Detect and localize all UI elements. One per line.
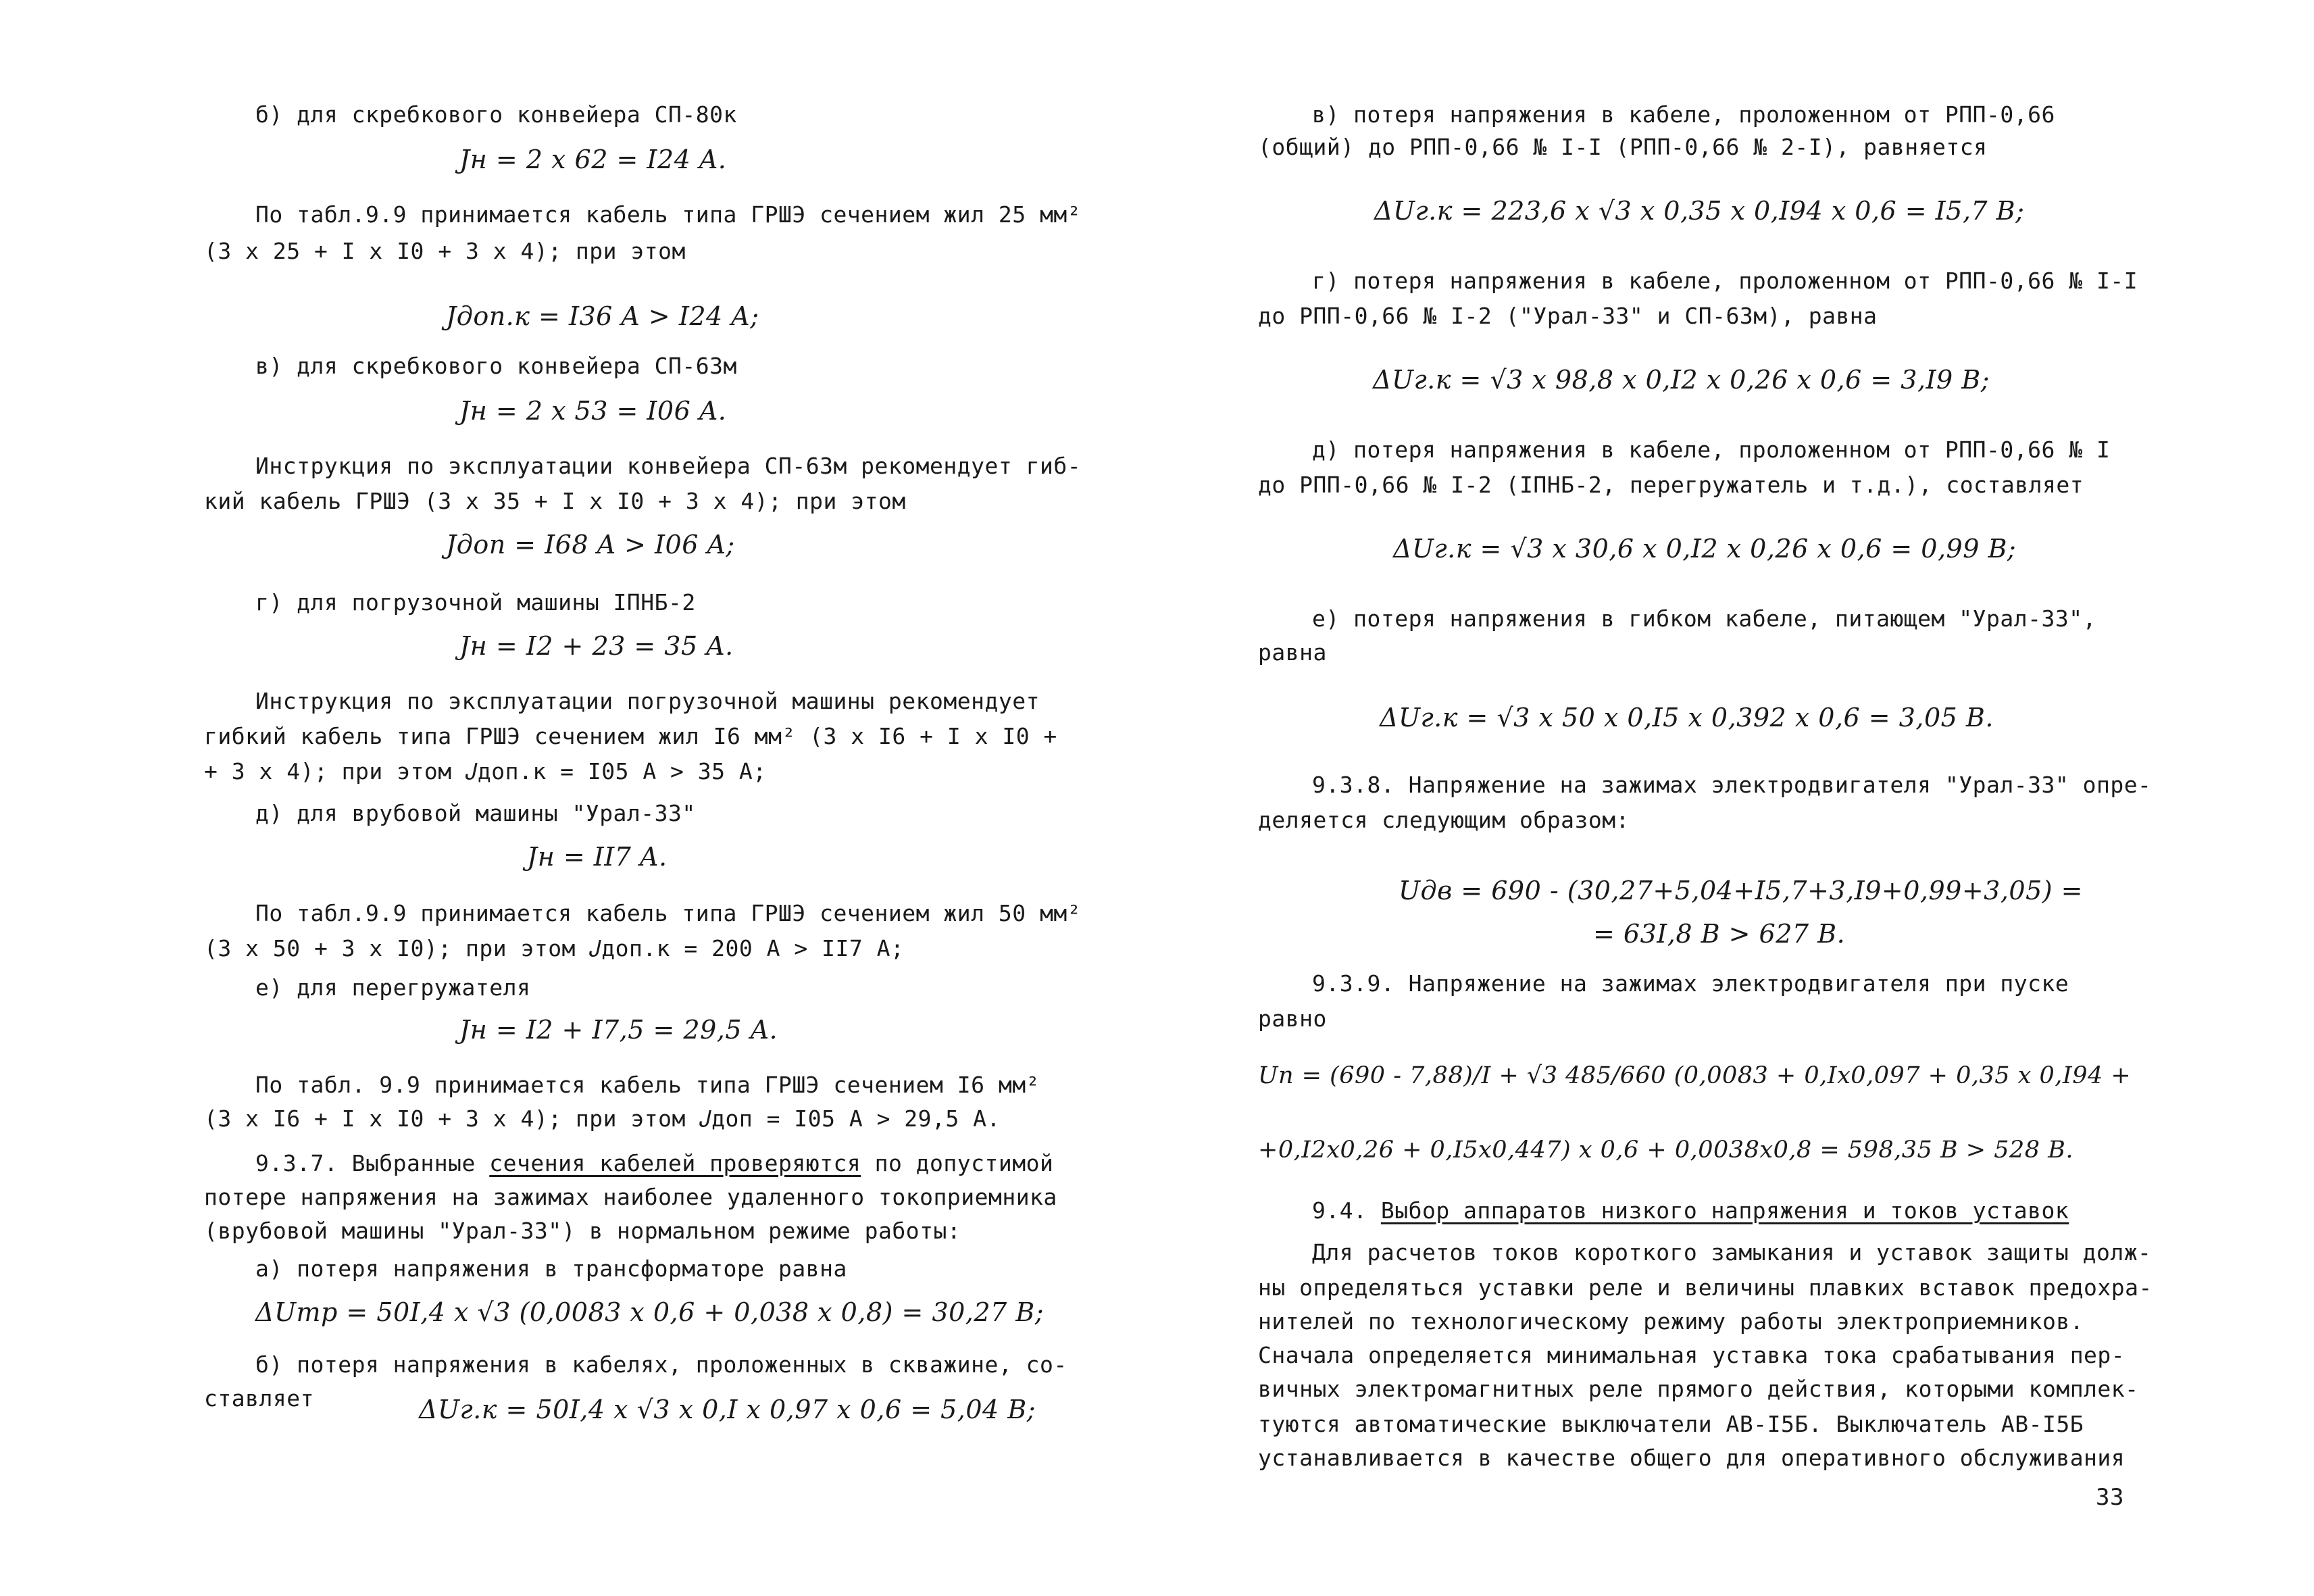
page-number: 33 bbox=[2096, 1484, 2124, 1511]
text-line: (врубовой машины "Урал-33") в нормальном режиме работы: bbox=[204, 1218, 961, 1244]
text-line: до РПП-0,66 № I-2 (IПНБ-2, перегружатель и т.д.), составляет bbox=[1258, 472, 2084, 498]
section-heading: Выбор аппаратов низкого напряжения и токов уставок bbox=[1380, 1197, 2069, 1224]
text-line: (3 x I6 + I x I0 + 3 x 4); при этом 𝐽доп = I05 A > 29,5 A. bbox=[204, 1105, 1001, 1132]
text-line: д) для врубовой машины "Урал-33" bbox=[255, 800, 696, 826]
formula: +0,I2x0,26 + 0,I5x0,447) x 0,6 + 0,0038x0,8 = 598,35 B > 528 B. bbox=[1258, 1137, 2073, 1164]
text-line: (общий) до РПП-0,66 № I-I (РПП-0,66 № 2-I), равняется bbox=[1258, 134, 1988, 160]
text-line: устанавливается в качестве общего для оперативного обслуживания bbox=[1258, 1445, 2126, 1471]
text-line: кий кабель ГРШЭ (3 x 35 + I x I0 + 3 x 4); при этом bbox=[204, 488, 906, 514]
text-line: гибкий кабель типа ГРШЭ сечением жил I6 мм² (3 x I6 + I x I0 + bbox=[204, 723, 1057, 749]
text-line: е) для перегружателя bbox=[255, 974, 531, 1001]
formula: 𝐽н = 2 x 62 = I24 A. bbox=[459, 145, 727, 174]
text-line: в) потеря напряжения в кабеле, проложенном от РПП-0,66 bbox=[1312, 101, 2055, 128]
formula: Δ𝑈г.к = √3 x 30,6 x 0,I2 x 0,26 x 0,6 = 0,99 B; bbox=[1393, 534, 2017, 564]
formula: 𝐽н = I2 + I7,5 = 29,5 A. bbox=[459, 1015, 778, 1045]
text-line: 9.3.8. Напряжение на зажимах электродвигателя "Урал-33" опре- bbox=[1312, 772, 2152, 798]
text-line: вичных электромагнитных реле прямого действия, которыми комплек- bbox=[1258, 1376, 2139, 1402]
text-segment: 9.3.7. Выбранные bbox=[255, 1150, 490, 1176]
text-line: а) потеря напряжения в трансформаторе равна bbox=[255, 1255, 847, 1282]
right-page bbox=[1157, 0, 2314, 1596]
formula: Δ𝑈г.к = √3 x 98,8 x 0,I2 x 0,26 x 0,6 = 3,I9 B; bbox=[1373, 365, 1990, 395]
text-line: до РПП-0,66 № I-2 ("Урал-33" и СП-63м), равна bbox=[1258, 303, 1878, 329]
formula: 𝑈п = (690 - 7,88)/I + √3 485/660 (0,0083 + 0,Ix0,097 + 0,35 x 0,I94 + bbox=[1258, 1062, 2132, 1089]
text-line: Инструкция по эксплуатации конвейера СП-63м рекомендует гиб- bbox=[255, 453, 1082, 479]
text-line: По табл. 9.9 принимается кабель типа ГРШЭ сечением I6 мм² bbox=[255, 1072, 1040, 1098]
text-line bbox=[1312, 1196, 2069, 1226]
text-line: (3 x 50 + 3 x I0); при этом 𝐽доп.к = 200 A > II7 A; bbox=[204, 935, 905, 962]
text-line: Инструкция по эксплуатации погрузочной машины рекомендует bbox=[255, 688, 1040, 714]
text-line: Для расчетов токов короткого замыкания и уставок защиты долж- bbox=[1312, 1239, 2152, 1266]
text-line: е) потеря напряжения в гибком кабеле, питающем "Урал-33", bbox=[1312, 605, 2096, 632]
formula: Δ𝑈г.к = √3 x 50 x 0,I5 x 0,392 x 0,6 = 3,05 B. bbox=[1380, 703, 1994, 732]
text-line: г) потеря напряжения в кабеле, проложенном от РПП-0,66 № I-I bbox=[1312, 268, 2138, 294]
text-line: По табл.9.9 принимается кабель типа ГРШЭ сечением жил 25 мм² bbox=[255, 201, 1082, 228]
text-line: б) потеря напряжения в кабелях, проложенных в скважине, со- bbox=[255, 1351, 1067, 1378]
text-line: в) для скребкового конвейера СП-63м bbox=[255, 353, 737, 379]
text-line: деляется следующим образом: bbox=[1258, 807, 1630, 833]
text-segment: по допустимой bbox=[861, 1150, 1054, 1176]
text-line: б) для скребкового конвейера СП-80к bbox=[255, 101, 737, 128]
underlined-text: сечения кабелей проверяются bbox=[489, 1150, 861, 1176]
formula: Δ𝑈г.к = 223,6 x √3 x 0,35 x 0,I94 x 0,6 = I5,7 B; bbox=[1374, 196, 2025, 226]
text-line bbox=[255, 1149, 1053, 1178]
text-line: По табл.9.9 принимается кабель типа ГРШЭ сечением жил 50 мм² bbox=[255, 900, 1082, 926]
text-line: потере напряжения на зажимах наиболее удаленного токоприемника bbox=[204, 1184, 1057, 1210]
text-line: ставляет bbox=[204, 1385, 314, 1412]
text-line: Сначала определяется минимальная уставка тока срабатывания пер- bbox=[1258, 1342, 2126, 1368]
text-line: ны определяться уставки реле и величины плавких вставок предохра- bbox=[1258, 1274, 2153, 1301]
text-line: 9.3.9. Напряжение на зажимах электродвигателя при пуске bbox=[1312, 970, 2069, 997]
text-line: (3 x 25 + I x I0 + 3 x 4); при этом bbox=[204, 238, 686, 264]
formula: 𝐽н = II7 A. bbox=[527, 842, 668, 872]
text-line: нителей по технологическому режиму работы электроприемников. bbox=[1258, 1308, 2084, 1335]
text-line: д) потеря напряжения в кабеле, проложенном от РПП-0,66 № I bbox=[1312, 437, 2111, 463]
formula: Δ𝑈г.к = 50I,4 x √3 x 0,I x 0,97 x 0,6 = 5,04 B; bbox=[419, 1395, 1036, 1424]
text-segment: 9.4. bbox=[1312, 1197, 1381, 1224]
text-line: + 3 x 4); при этом 𝐽доп.к = I05 A > 35 A; bbox=[204, 758, 767, 784]
formula: 𝐽н = I2 + 23 = 35 A. bbox=[459, 631, 734, 661]
formula: Δ𝑈тр = 50I,4 x √3 (0,0083 x 0,6 + 0,038 x 0,8) = 30,27 B; bbox=[255, 1297, 1045, 1327]
formula: 𝐽н = 2 x 53 = I06 A. bbox=[459, 396, 727, 426]
formula: 𝐽доп.к = I36 A > I24 A; bbox=[446, 301, 759, 331]
text-line: равна bbox=[1258, 639, 1327, 666]
text-line: туются автоматические выключатели АВ-I5Б. Выключатель АВ-I5Б bbox=[1258, 1411, 2084, 1437]
formula: 𝐽доп = I68 A > I06 A; bbox=[446, 530, 735, 559]
formula: = 63I,8 B > 627 B. bbox=[1593, 919, 1846, 949]
text-line: г) для погрузочной машины IПНБ-2 bbox=[255, 589, 696, 616]
formula: 𝑈дв = 690 - (30,27+5,04+I5,7+3,I9+0,99+3,05) = bbox=[1399, 876, 2084, 905]
text-line: равно bbox=[1258, 1005, 1327, 1032]
